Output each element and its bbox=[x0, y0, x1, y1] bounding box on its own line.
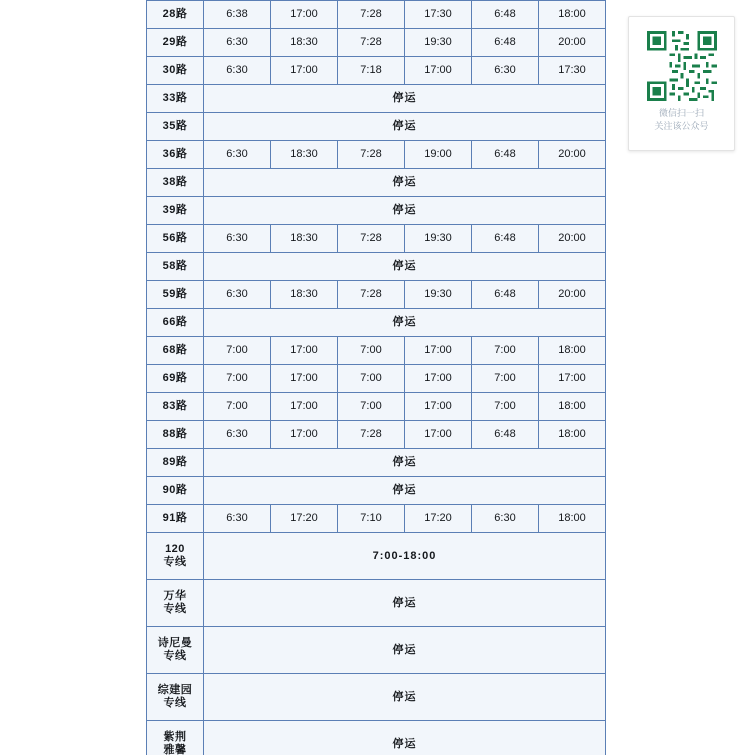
schedule-time-cell: 6:30 bbox=[204, 421, 271, 449]
schedule-time-cell: 17:30 bbox=[539, 57, 606, 85]
status-cell: 停运 bbox=[204, 721, 606, 755]
schedule-time-cell: 17:00 bbox=[271, 421, 338, 449]
schedule-time-cell: 6:48 bbox=[472, 421, 539, 449]
bus-schedule-table-wrapper bbox=[146, 0, 602, 755]
schedule-time-cell: 20:00 bbox=[539, 29, 606, 57]
schedule-time-cell: 18:00 bbox=[539, 393, 606, 421]
route-name-cell: 38路 bbox=[147, 169, 204, 197]
route-name-line: 雅馨 bbox=[163, 744, 187, 755]
schedule-time-cell: 7:28 bbox=[338, 421, 405, 449]
schedule-time-cell: 6:48 bbox=[472, 281, 539, 309]
status-cell: 停运 bbox=[204, 674, 606, 721]
schedule-time-cell: 7:00 bbox=[472, 365, 539, 393]
schedule-time-cell: 17:00 bbox=[271, 393, 338, 421]
route-name-lines bbox=[147, 684, 203, 709]
table-row bbox=[147, 197, 606, 225]
schedule-time-cell: 7:00 bbox=[472, 393, 539, 421]
route-name-lines bbox=[147, 731, 203, 755]
schedule-time-cell: 6:38 bbox=[204, 1, 271, 29]
table-row bbox=[147, 674, 606, 721]
schedule-time-cell: 18:00 bbox=[539, 1, 606, 29]
table-row bbox=[147, 505, 606, 533]
route-name-lines bbox=[147, 590, 203, 615]
status-cell: 停运 bbox=[204, 253, 606, 281]
route-name-cell: 68路 bbox=[147, 337, 204, 365]
route-name-cell: 56路 bbox=[147, 225, 204, 253]
route-name-cell: 59路 bbox=[147, 281, 204, 309]
route-name-cell: 35路 bbox=[147, 113, 204, 141]
schedule-time-cell: 20:00 bbox=[539, 141, 606, 169]
schedule-time-cell: 6:48 bbox=[472, 29, 539, 57]
route-name-cell: 83路 bbox=[147, 393, 204, 421]
schedule-time-cell: 6:30 bbox=[204, 281, 271, 309]
schedule-time-cell: 17:20 bbox=[405, 505, 472, 533]
table-row bbox=[147, 627, 606, 674]
table-row bbox=[147, 533, 606, 580]
schedule-time-cell: 18:30 bbox=[271, 29, 338, 57]
schedule-time-cell: 7:28 bbox=[338, 225, 405, 253]
route-name-cell: 28路 bbox=[147, 1, 204, 29]
route-name-cell: 29路 bbox=[147, 29, 204, 57]
schedule-time-cell: 7:00 bbox=[338, 365, 405, 393]
wechat-qr-card[interactable] bbox=[628, 16, 735, 151]
schedule-time-cell: 19:30 bbox=[405, 281, 472, 309]
schedule-time-cell: 18:30 bbox=[271, 225, 338, 253]
schedule-time-cell: 17:00 bbox=[271, 337, 338, 365]
schedule-time-cell: 18:00 bbox=[539, 337, 606, 365]
route-name-line: 专线 bbox=[163, 697, 187, 709]
schedule-time-cell: 17:00 bbox=[271, 1, 338, 29]
route-name-line: 诗尼曼 bbox=[157, 637, 193, 650]
qr-caption-line-1: 微信扫一扫 bbox=[658, 108, 704, 118]
status-cell: 停运 bbox=[204, 197, 606, 225]
route-name-cell: 66路 bbox=[147, 309, 204, 337]
status-cell: 停运 bbox=[204, 580, 606, 627]
schedule-time-cell: 6:30 bbox=[204, 141, 271, 169]
schedule-time-cell: 7:00 bbox=[472, 337, 539, 365]
route-name-cell: 36路 bbox=[147, 141, 204, 169]
table-row bbox=[147, 1, 606, 29]
table-row bbox=[147, 337, 606, 365]
route-name-line: 专线 bbox=[163, 556, 187, 568]
schedule-time-cell: 19:30 bbox=[405, 225, 472, 253]
schedule-time-cell: 7:00 bbox=[204, 365, 271, 393]
route-name-cell: 58路 bbox=[147, 253, 204, 281]
route-name-cell: 89路 bbox=[147, 449, 204, 477]
route-name-line: 综建园 bbox=[157, 684, 193, 697]
route-name-cell: 88路 bbox=[147, 421, 204, 449]
status-cell: 停运 bbox=[204, 113, 606, 141]
schedule-time-cell: 19:00 bbox=[405, 141, 472, 169]
schedule-time-cell: 6:48 bbox=[472, 225, 539, 253]
schedule-time-cell: 17:00 bbox=[405, 57, 472, 85]
schedule-time-cell: 6:30 bbox=[204, 225, 271, 253]
status-cell: 停运 bbox=[204, 85, 606, 113]
status-cell: 7:00-18:00 bbox=[204, 533, 606, 580]
table-row bbox=[147, 113, 606, 141]
route-name-cell bbox=[147, 627, 204, 674]
status-cell: 停运 bbox=[204, 309, 606, 337]
route-name-line: 120 bbox=[165, 543, 185, 556]
schedule-time-cell: 20:00 bbox=[539, 225, 606, 253]
table-row bbox=[147, 85, 606, 113]
schedule-time-cell: 18:00 bbox=[539, 505, 606, 533]
table-row bbox=[147, 57, 606, 85]
schedule-time-cell: 6:30 bbox=[472, 57, 539, 85]
table-row bbox=[147, 169, 606, 197]
bus-schedule-table bbox=[146, 0, 606, 755]
schedule-time-cell: 6:48 bbox=[472, 141, 539, 169]
schedule-time-cell: 7:10 bbox=[338, 505, 405, 533]
route-name-cell bbox=[147, 580, 204, 627]
schedule-time-cell: 7:00 bbox=[338, 393, 405, 421]
route-name-line: 紫荆 bbox=[163, 731, 187, 744]
schedule-time-cell: 7:28 bbox=[338, 29, 405, 57]
route-name-cell: 39路 bbox=[147, 197, 204, 225]
schedule-time-cell: 17:00 bbox=[405, 337, 472, 365]
schedule-time-cell: 6:30 bbox=[472, 505, 539, 533]
route-name-line: 万华 bbox=[163, 590, 187, 603]
schedule-time-cell: 17:00 bbox=[405, 365, 472, 393]
table-row bbox=[147, 253, 606, 281]
qr-code-icon bbox=[647, 31, 717, 101]
bus-schedule-body bbox=[147, 1, 606, 755]
status-cell: 停运 bbox=[204, 169, 606, 197]
schedule-time-cell: 17:00 bbox=[539, 365, 606, 393]
schedule-time-cell: 7:28 bbox=[338, 1, 405, 29]
table-row bbox=[147, 393, 606, 421]
route-name-line: 专线 bbox=[163, 650, 187, 662]
route-name-cell: 30路 bbox=[147, 57, 204, 85]
schedule-time-cell: 7:28 bbox=[338, 141, 405, 169]
schedule-time-cell: 6:30 bbox=[204, 505, 271, 533]
route-name-cell: 91路 bbox=[147, 505, 204, 533]
schedule-time-cell: 18:30 bbox=[271, 141, 338, 169]
schedule-time-cell: 6:30 bbox=[204, 57, 271, 85]
route-name-cell bbox=[147, 533, 204, 580]
qr-caption-line-2: 关注该公众号 bbox=[654, 121, 709, 132]
table-row bbox=[147, 29, 606, 57]
schedule-time-cell: 17:20 bbox=[271, 505, 338, 533]
schedule-time-cell: 7:00 bbox=[204, 337, 271, 365]
status-cell: 停运 bbox=[204, 477, 606, 505]
route-name-cell: 69路 bbox=[147, 365, 204, 393]
table-row bbox=[147, 421, 606, 449]
schedule-time-cell: 17:00 bbox=[271, 365, 338, 393]
schedule-time-cell: 17:00 bbox=[405, 421, 472, 449]
route-name-cell: 33路 bbox=[147, 85, 204, 113]
table-row bbox=[147, 281, 606, 309]
schedule-time-cell: 17:30 bbox=[405, 1, 472, 29]
route-name-cell: 90路 bbox=[147, 477, 204, 505]
schedule-time-cell: 6:30 bbox=[204, 29, 271, 57]
table-row bbox=[147, 449, 606, 477]
schedule-time-cell: 6:48 bbox=[472, 1, 539, 29]
schedule-time-cell: 18:00 bbox=[539, 421, 606, 449]
qr-caption bbox=[629, 107, 734, 133]
schedule-time-cell: 7:00 bbox=[204, 393, 271, 421]
schedule-time-cell: 17:00 bbox=[405, 393, 472, 421]
schedule-time-cell: 17:00 bbox=[271, 57, 338, 85]
table-row bbox=[147, 309, 606, 337]
route-name-lines bbox=[147, 637, 203, 662]
schedule-time-cell: 20:00 bbox=[539, 281, 606, 309]
table-row bbox=[147, 141, 606, 169]
table-row bbox=[147, 580, 606, 627]
table-row bbox=[147, 477, 606, 505]
route-name-cell bbox=[147, 674, 204, 721]
route-name-line: 专线 bbox=[163, 603, 187, 615]
table-row bbox=[147, 721, 606, 755]
table-row bbox=[147, 225, 606, 253]
status-cell: 停运 bbox=[204, 449, 606, 477]
schedule-time-cell: 18:30 bbox=[271, 281, 338, 309]
schedule-time-cell: 19:30 bbox=[405, 29, 472, 57]
route-name-cell bbox=[147, 721, 204, 755]
schedule-time-cell: 7:00 bbox=[338, 337, 405, 365]
table-row bbox=[147, 365, 606, 393]
route-name-lines bbox=[147, 543, 203, 568]
schedule-time-cell: 7:18 bbox=[338, 57, 405, 85]
status-cell: 停运 bbox=[204, 627, 606, 674]
schedule-time-cell: 7:28 bbox=[338, 281, 405, 309]
